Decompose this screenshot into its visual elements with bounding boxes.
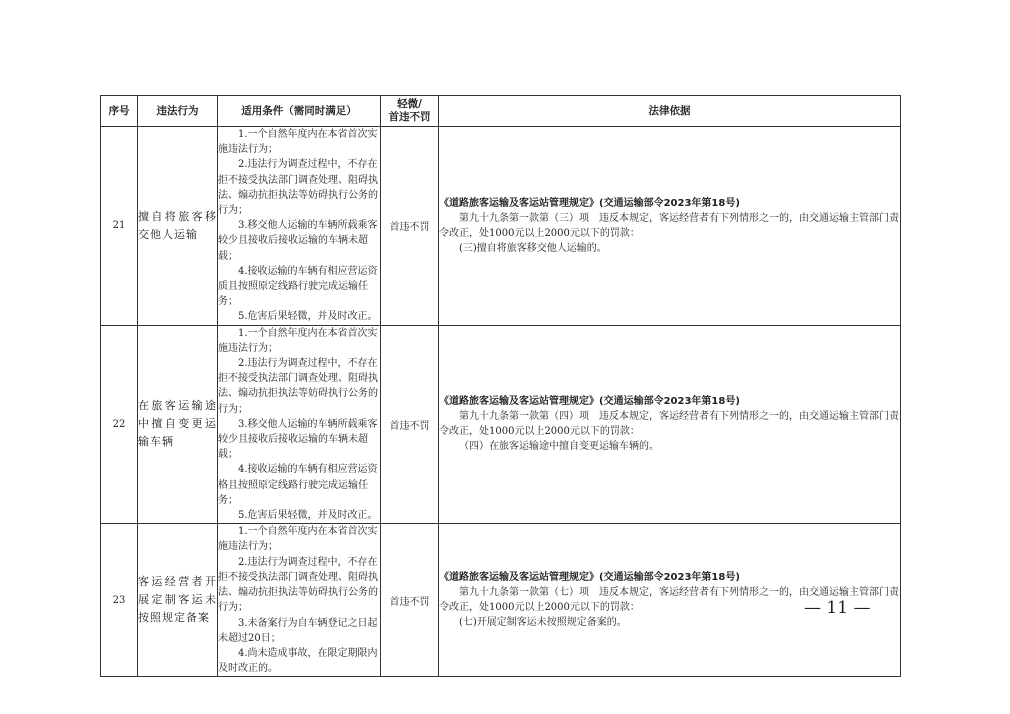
row-conditions	[218, 127, 381, 326]
header-mild-line2: 首违不罚	[388, 111, 431, 123]
law-clause: (三)擅自将旅客移交他人运输的。	[459, 242, 607, 254]
row-legal-basis	[439, 325, 901, 524]
table-header-row	[101, 96, 901, 127]
header-violation: 违法行为	[138, 96, 218, 127]
law-title: 《道路旅客运输及客运站管理规定》(交通运输部令2023年第18号)	[439, 572, 740, 584]
row-serial-no: 21	[101, 127, 138, 326]
row-mild-first-offense: 首违不罚	[381, 127, 439, 326]
condition-item: 3.未备案行为自车辆登记之日起未超过20日；	[218, 617, 378, 644]
row-mild-first-offense: 首违不罚	[381, 325, 439, 524]
law-clause: 第九十九条第一款第（三）项 违反本规定，客运经营者有下列情形之一的，由交通运输主管部门责令改正，处1000元以上2000元以下的罚款：	[439, 212, 899, 239]
header-legal-basis: 法律依据	[439, 96, 901, 127]
law-clause: 第九十九条第一款第（四）项 违反本规定，客运经营者有下列情形之一的，由交通运输主管部门责令改正，处1000元以上2000元以下的罚款：	[439, 411, 899, 438]
row-violation: 客运经营者开展定制客运未按照规定备案	[138, 524, 218, 677]
row-conditions	[218, 524, 381, 677]
table-row	[101, 524, 901, 677]
condition-item: 5.危害后果轻微，并及时改正。	[238, 311, 378, 323]
condition-item: 1.一个自然年度内在本省首次实施违法行为；	[218, 526, 378, 553]
page-number: — 11 —	[804, 598, 871, 618]
condition-item: 2.违法行为调查过程中，不存在拒不接受执法部门调查处理、阻碍执法、煽动抗拒执法等妨碍执行公务的行为；	[218, 556, 378, 614]
condition-item: 4.接收运输的车辆有相应营运资格且按照原定线路行驶完成运输任务；	[218, 464, 378, 506]
row-violation: 在旅客运输途中擅自变更运输车辆	[138, 325, 218, 524]
table-row	[101, 127, 901, 326]
table-row	[101, 325, 901, 524]
condition-item: 1.一个自然年度内在本省首次实施违法行为；	[218, 327, 378, 354]
condition-item: 3.移交他人运输的车辆所载乘客较少且接收后接收运输的车辆未超载；	[218, 220, 378, 262]
header-mild-line1: 轻微/	[397, 98, 422, 110]
row-conditions	[218, 325, 381, 524]
law-clause: (七)开展定制客运未按照规定备案的。	[459, 617, 627, 629]
row-violation: 擅自将旅客移交他人运输	[138, 127, 218, 326]
law-clause: （四）在旅客运输途中擅自变更运输车辆的。	[459, 441, 659, 453]
law-title: 《道路旅客运输及客运站管理规定》(交通运输部令2023年第18号)	[439, 396, 740, 408]
condition-item: 1.一个自然年度内在本省首次实施违法行为；	[218, 129, 378, 156]
condition-item: 5.危害后果轻微，并及时改正。	[238, 510, 378, 522]
law-clause: 第九十九条第一款第（七）项 违反本规定，客运经营者有下列情形之一的，由交通运输主管部门责令改正，处1000元以上2000元以下的罚款：	[439, 587, 899, 614]
condition-item: 4.尚未造成事故，在限定期限内及时改正的。	[218, 647, 378, 675]
row-legal-basis	[439, 127, 901, 326]
header-serial-no: 序号	[101, 96, 138, 127]
condition-item: 2.违法行为调查过程中，不存在拒不接受执法部门调查处理、阻碍执法、煽动抗拒执法等妨碍执行公务的行为；	[218, 358, 378, 415]
row-serial-no: 23	[101, 524, 138, 677]
header-conditions: 适用条件（需同时满足）	[218, 96, 381, 127]
law-title: 《道路旅客运输及客运站管理规定》(交通运输部令2023年第18号)	[439, 197, 740, 209]
rules-table	[100, 95, 901, 677]
condition-item: 4.接收运输的车辆有相应营运资质且按照原定线路行驶完成运输任务；	[218, 265, 378, 308]
row-mild-first-offense: 首违不罚	[381, 524, 439, 677]
condition-item: 3.移交他人运输的车辆所载乘客较少且接收后接收运输的车辆未超载；	[218, 418, 378, 461]
condition-item: 2.违法行为调查过程中，不存在拒不接受执法部门调查处理、阻碍执法、煽动抗拒执法等妨碍执行公务的行为；	[218, 159, 378, 217]
row-serial-no: 22	[101, 325, 138, 524]
header-mild-first-offense	[381, 96, 439, 127]
